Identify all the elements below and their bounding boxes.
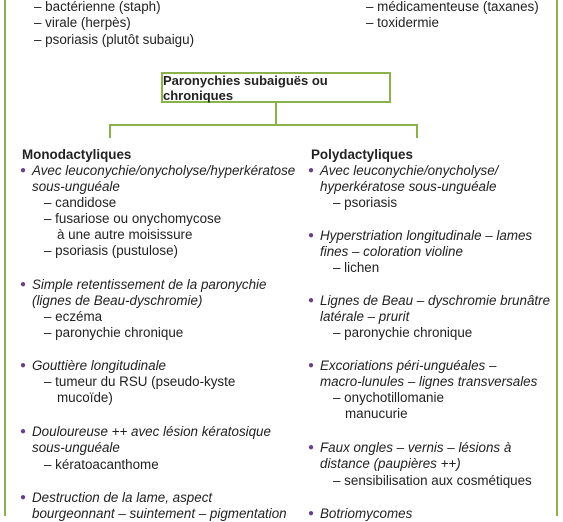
right-item: – lichen	[333, 260, 379, 276]
top-left-item: – psoriasis (plutôt subaigu)	[34, 32, 194, 48]
left-group-title: ● Destruction de la lame, aspect	[32, 490, 212, 506]
right-item: – paronychie chronique	[333, 325, 472, 341]
right-group-title-cont: macro-lunules – lignes transversales	[320, 374, 538, 389]
left-item: – tumeur du RSU (pseudo-kyste	[44, 374, 235, 390]
left-item-cont: mucoïde)	[57, 390, 113, 405]
right-heading: Polydactyliques	[311, 147, 413, 162]
connector-left-drop	[109, 124, 111, 138]
frame-border-left	[4, 0, 6, 516]
left-group-title: ● Simple retentissement de la paronychie	[32, 277, 266, 293]
right-item: – onychotillomanie	[333, 390, 444, 406]
top-right-item: – médicamenteuse (taxanes)	[366, 0, 539, 15]
right-item: – sensibilisation aux cosmétiques	[333, 473, 532, 489]
left-item: – psoriasis (pustulose)	[44, 243, 178, 259]
connector-vertical	[275, 103, 277, 125]
top-right-item: – toxidermie	[366, 15, 439, 31]
right-item: manucurie	[345, 406, 408, 421]
left-group-title-cont: bourgeonnant – suintement – pigmentation	[32, 506, 287, 521]
left-item: – eczéma	[44, 309, 102, 325]
left-group-title: ● Avec leuconychie/onycholyse/hyperkératose	[32, 163, 295, 179]
left-item: – candidose	[44, 195, 116, 211]
left-heading: Monodactyliques	[22, 147, 132, 162]
right-group-title: ● Lignes de Beau – dyschromie brunâtre	[320, 293, 550, 309]
left-group-title: ● Gouttière longitudinale	[32, 358, 166, 374]
right-group-title-cont: hyperkératose sous-unguéale	[320, 179, 497, 194]
right-group-title: ● Faux ongles – vernis – lésions à	[320, 440, 511, 456]
left-group-title-cont: sous-unguéale	[32, 440, 120, 455]
right-group-title-cont: fines – coloration violine	[320, 244, 463, 259]
top-left-item: – bactérienne (staph)	[34, 0, 161, 15]
right-group-title: ● Avec leuconychie/onycholyse/	[320, 163, 498, 179]
left-item: – paronychie chronique	[44, 325, 183, 341]
left-group-title-cont: sous-unguéale	[32, 179, 120, 194]
center-box: Paronychies subaiguës ou chroniques	[161, 72, 391, 103]
right-group-title: ● Botriomycomes	[320, 506, 412, 522]
top-left-item: – virale (herpès)	[34, 15, 131, 31]
connector-horizontal	[109, 124, 418, 126]
left-item: – fusariose ou onychomycose	[44, 211, 221, 227]
left-group-title: ● Douloureuse ++ avec lésion kératosique	[32, 424, 271, 440]
connector-right-drop	[416, 124, 418, 138]
right-group-title: ● Excoriations péri-unguéales –	[320, 358, 496, 374]
right-group-title: ● Hyperstriation longitudinale – lames	[320, 228, 532, 244]
left-item-cont: à une autre moisissure	[57, 227, 193, 242]
right-group-title-cont: latérale – prurit	[320, 309, 410, 324]
right-item: – psoriasis	[333, 195, 397, 211]
left-item: – kératoacanthome	[44, 457, 159, 473]
frame-border-right	[556, 0, 558, 516]
left-group-title-cont: (lignes de Beau-dyschromie)	[32, 293, 203, 308]
right-group-title-cont: distance (paupières ++)	[320, 456, 461, 471]
